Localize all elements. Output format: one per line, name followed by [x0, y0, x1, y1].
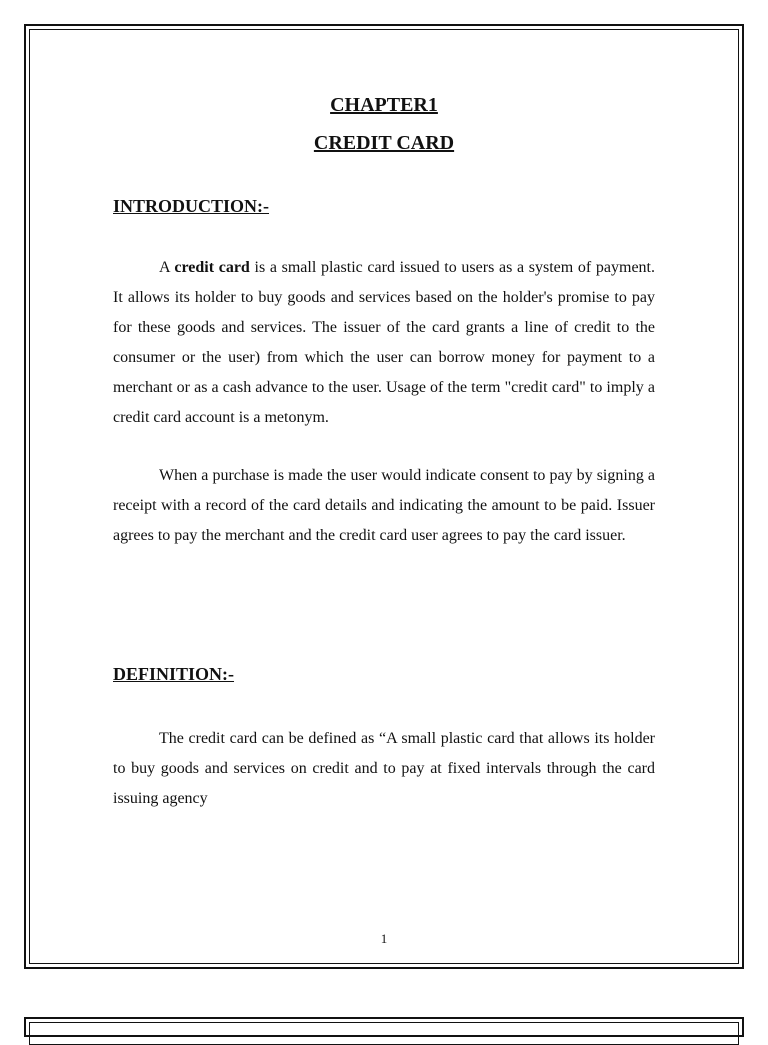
- paragraph-lead: A: [159, 259, 175, 276]
- paragraph-body: is a small plastic card issued to users as a system of payment. It allows its holder to buy goods and services based on the holder's promise to pay for these goods and services. The issuer of the card grants a line of credit to the consumer or the user) from which the user can borrow money for payment to a merchant or as a cash advance to the user. Usage of the term "credit card" to imply a credit card account is a metonym.: [113, 259, 656, 426]
- paragraph-introduction-1: [113, 253, 655, 433]
- next-page-border-inner: [29, 1022, 739, 1045]
- chapter-label: CHAPTER1: [330, 94, 438, 116]
- page-number: 1: [380, 931, 388, 946]
- document-title: CREDIT CARD: [313, 132, 455, 154]
- paragraph-introduction-2: When a purchase is made the user would indicate consent to pay by signing a receipt with a record of the card details and indicating the amount to be paid. Issuer agrees to pay the merchant and the credit card user agrees to pay the card issuer.: [113, 467, 655, 544]
- next-page-border: [24, 1017, 744, 1037]
- term-credit-card: credit card: [174, 259, 250, 276]
- paragraph-definition: The credit card can be defined as “A small plastic card that allows its holder to buy goods and services on credit and to pay at fixed intervals through the card issuing agency: [113, 730, 655, 807]
- section-heading-definition: DEFINITION:-: [113, 664, 235, 684]
- section-heading-introduction: INTRODUCTION:-: [113, 196, 270, 216]
